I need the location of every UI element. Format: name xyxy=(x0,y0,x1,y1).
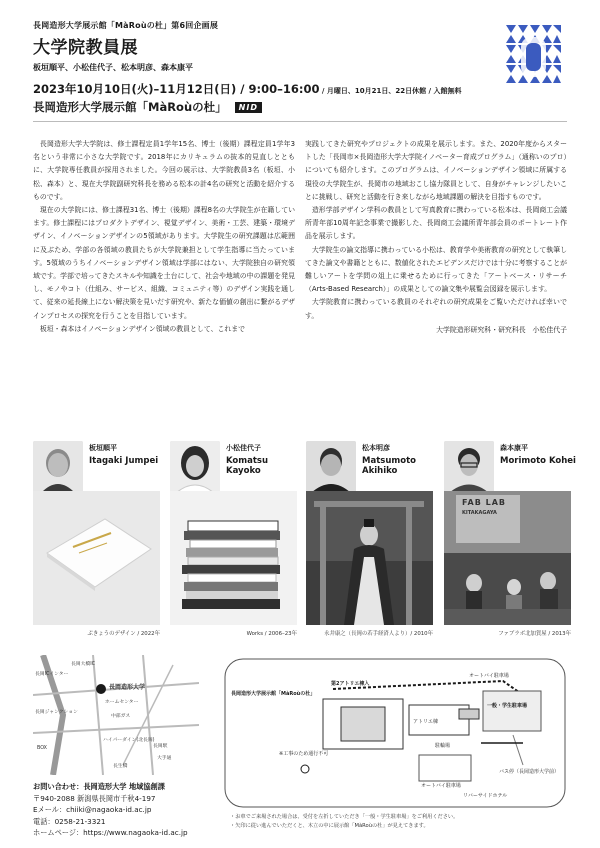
map-label: オートバイ駐車場 xyxy=(469,673,509,679)
intro-column-1 xyxy=(33,138,295,336)
col2-paragraph-2: 造形学部デザイン学科の教員として写真教育に携わっている松本は、長岡商工会議所青年部10周年記念事業で撮影した、長岡商工会議所青年部会員のポートレート作品を展示します。 xyxy=(305,206,567,241)
map-label: 駐輪場 xyxy=(435,743,451,749)
map-label: BOX xyxy=(37,746,47,751)
name-en: Itagaki Jumpei xyxy=(89,456,159,466)
col2-paragraph-3: 大学院生の論文指導に携わっている小松は、教育学や美術教育の研究として執筆してきた論文や書籍とともに、数値化されたエビデンスだけでは十分に考察することが難しいアートを学問の俎上に乗せるために行ってきた「アートベース・リサーチ（Arts-Based Research）」の成果としての論文集や展覧会図録を展示します。 xyxy=(305,245,567,294)
map-label: 中部ガス xyxy=(111,714,131,719)
contact-line: 〒940-2088 新潟県長岡市千秋4-197 xyxy=(33,793,156,803)
map-label: 長岡造形大学 xyxy=(109,684,146,691)
portrait-morimoto xyxy=(444,441,494,493)
person-text-morimoto xyxy=(500,441,576,493)
contact-email[interactable]: Eメール：chiiki@nagaoka-id.ac.jp xyxy=(33,805,152,815)
caption-work-2: Works / 2006–23年 xyxy=(246,631,297,637)
person-komatsu xyxy=(170,441,268,493)
caption-work-4: ファブラボ北加賀屋 / 2013年 xyxy=(498,631,571,637)
name-en: Komatsu xyxy=(226,456,269,466)
venue-name: 長岡造形大学展示館「MàRoùの杜」 xyxy=(33,100,227,114)
contact-website[interactable]: ホームページ：https://www.nagaoka-id.ac.jp xyxy=(33,828,188,838)
portrait-itagaki xyxy=(33,441,83,493)
col2-paragraph-4: 大学院教育に携わっている教員のそれぞれの研究成果をご覧いただければ幸いです。 xyxy=(305,298,567,320)
portrait-matsumoto xyxy=(306,441,356,493)
col1-paragraph-3: 板垣・森本はイノベーションデザイン領域の教員として、これまで xyxy=(39,324,246,333)
caption-work-3: 永井康之（長岡の若手経済人より）/ 2010年 xyxy=(324,631,433,637)
campus-map xyxy=(223,655,567,811)
person-morimoto xyxy=(444,441,576,493)
nid-logo: NID xyxy=(235,102,262,113)
name-en-2: Akihiko xyxy=(362,466,398,476)
caption-work-1: ぷきょうのデザイン / 2022年 xyxy=(87,631,160,637)
fablab-sign-line1: FAB LAB xyxy=(462,498,507,507)
col1-paragraph-2: 現在の大学院には、修士課程31名、博士（後期）課程8名の大学院生が在籍しています。修士課程にはプロダクトデザイン、視覚デザイン、美術・工芸、建築・環境デザイン、イノベーションデザインの5領域があります。大学院生の研究課題は広範囲に及ぶため、学部の各領域の教員たちが大学院兼担として学生指導に当たっています。5領域のうちイノベーションデザイン領域は学部にはない、大学院独自の研究領域です。学部で培ってきたスキルや知識を土台にして、社会や地域の中の課題を発見し、モノやコト（仕組み、サービス、組織、コミュニティ等）のデザイン実践を通して、従来の延長線上にない解決策を見いだす研究や、新たな価値の創出に繋がるデザインプロセスの探究を行うことを目指しています。 xyxy=(33,206,295,320)
map-label: 第2アトリエ棟入 xyxy=(331,681,370,687)
exhibition-dates: 2023年10月10日(火)–11月12日(日) / 9:00–16:00 xyxy=(33,82,320,96)
map-label: オートバイ駐車場 xyxy=(421,783,461,789)
name-ja: 小松佳代子 xyxy=(226,444,261,452)
map-label: リバーサイドホテル xyxy=(463,793,508,799)
map-label: バス停（長岡造形大学前） xyxy=(499,769,560,775)
fablab-sign xyxy=(462,498,518,536)
map-label: 長岡造形大学展示館「MàRoùの杜」 xyxy=(231,691,316,697)
work-image-matsumoto-portrait xyxy=(306,491,433,625)
contact-line: お問い合わせ：長岡造形大学 地域協創課 xyxy=(33,782,165,791)
person-text-matsumoto xyxy=(362,441,416,493)
work-image-itagaki-book xyxy=(33,491,160,625)
col1-paragraph-1: 長岡造形大学大学院は、修士課程定員1学年15名、博士（後期）課程定員1学年3名という非常に小さな大学院です。2018年にカリキュラムの抜本的見直しとともに、大学院専任教員が採用されました。今回の展示は、大学院教員3名（板垣、小松、森本）と、現在大学院副研究科長を務める松本の計4名の研究と活動を紹介するものです。 xyxy=(33,140,295,201)
exhibition-subtitle: 長岡造形大学展示館「MàRoùの杜」第6回企画展 xyxy=(33,21,219,30)
maroo-pattern-logo xyxy=(506,25,561,89)
person-text-komatsu xyxy=(226,441,268,493)
name-en: Morimoto Kohei xyxy=(500,456,576,466)
venue-row xyxy=(33,99,262,115)
map-label: 長岡駅 xyxy=(153,744,168,749)
members-list: 板垣順平、小松佳代子、松本明彦、森本康平 xyxy=(33,63,193,72)
parking-note xyxy=(230,813,458,831)
work-image-komatsu-books xyxy=(170,491,297,625)
fablab-sign-line2: KITAKAGAYA xyxy=(462,510,497,516)
map-label: ハイパーダイン(北長岡) xyxy=(103,738,155,743)
name-ja: 森本康平 xyxy=(500,444,528,452)
page-title: 大学院教員展 xyxy=(33,38,138,58)
map-label: 長岡大橋IC xyxy=(71,662,95,667)
map-label: 大手通 xyxy=(157,756,172,761)
note-line: ・矢印に従い進んでいただくと、木立の中に展示館「MàRoùの杜」が見えてきます。 xyxy=(230,823,429,829)
contact-phone: 電話：0258-21-3321 xyxy=(33,816,106,826)
name-en-2: Kayoko xyxy=(226,466,261,476)
name-en: Matsumoto xyxy=(362,456,416,466)
map-label: 長岡ICインター xyxy=(35,672,69,677)
col2-paragraph-1: 実践してきた研究やプロジェクトの成果を展示します。また、2020年度からスタートした「長岡市×長岡造形大学大学院イノベーター育成プログラム」（通称いのプロ）についても紹介します。このプログラムは、イノベーションデザイン領域に所属する現役の大学院生が、長岡市の地域おこし協力隊員として、自身がチャレンジしたいことに挑戦し、研究と活動を行き来しながら地域課題の解決を目指すものです。 xyxy=(305,140,567,201)
intro-column-2 xyxy=(305,138,567,337)
map-label: 一般・学生駐車場 xyxy=(487,703,528,709)
person-matsumoto xyxy=(306,441,416,493)
portrait-komatsu xyxy=(170,441,220,493)
date-row xyxy=(33,78,462,97)
contact-info xyxy=(33,781,188,839)
map-label: ホームセンター xyxy=(105,700,139,705)
map-label: ※工事のため通行不可 xyxy=(279,751,329,757)
person-itagaki xyxy=(33,441,158,493)
map-label: アトリエ棟 xyxy=(413,719,438,725)
name-ja: 板垣順平 xyxy=(89,444,117,452)
map-label: 長生橋 xyxy=(113,764,128,769)
dean-signature: 大学院造形研究科・研究科長 小松佳代子 xyxy=(436,325,567,334)
map-label: 長岡ジャンクション xyxy=(35,710,78,715)
closed-days-note: / 月曜日、10月21日、22日休館 / 入館無料 xyxy=(319,87,462,95)
note-line: ・お車でご来場された場合は、受付を左折していただき「一般・学生駐車場」をご利用ください。 xyxy=(230,814,459,820)
name-ja: 松本明彦 xyxy=(362,444,390,452)
person-text-itagaki xyxy=(89,441,158,493)
area-map xyxy=(33,655,199,775)
header-divider xyxy=(33,121,567,122)
